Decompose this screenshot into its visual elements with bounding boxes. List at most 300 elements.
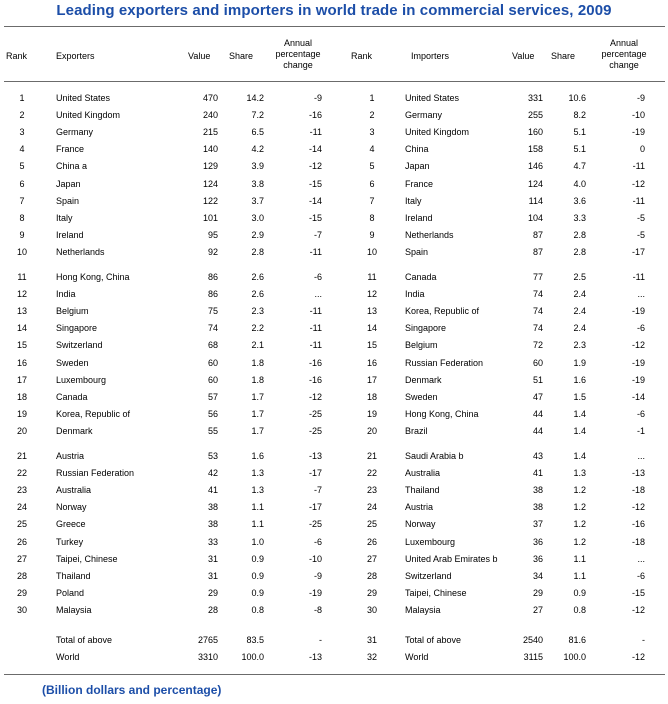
- importer-name: Brazil: [405, 425, 428, 436]
- exporter-rank: 27: [16, 553, 27, 564]
- importer-value: 27: [532, 604, 543, 615]
- importer-value: 38: [532, 485, 543, 496]
- exporter-value: 95: [207, 229, 218, 240]
- exporter-share: 3.7: [251, 195, 264, 206]
- importer-share: 1.4: [573, 451, 586, 461]
- importer-name: Malaysia: [405, 604, 441, 615]
- exporter-share: 1.1: [251, 519, 264, 530]
- exporter-value: 28: [207, 604, 218, 615]
- importer-share: 1.2: [573, 502, 586, 513]
- exporter-name: Korea, Republic of: [56, 408, 131, 419]
- table-row: [0, 465, 668, 481]
- exporter-name: Singapore: [56, 323, 98, 334]
- total-row: [0, 632, 668, 648]
- exporter-rank: 8: [19, 212, 25, 223]
- exporter-rank: 21: [16, 451, 27, 461]
- table-row: [0, 158, 668, 174]
- header-change-line3: change: [609, 60, 639, 70]
- exporter-change: -9: [313, 93, 322, 103]
- importer-name: Russian Federation: [405, 357, 484, 368]
- importer-share: 81.6: [568, 635, 586, 645]
- importer-value: 74: [532, 289, 543, 300]
- exporter-name: World: [56, 652, 80, 663]
- importer-value: 41: [532, 468, 543, 479]
- header-importers: Importers: [411, 51, 450, 61]
- exporter-share: 1.8: [251, 374, 264, 385]
- importer-name: Spain: [405, 246, 429, 257]
- exporter-value: 68: [207, 340, 218, 351]
- exporter-share: 0.9: [251, 587, 264, 598]
- exporter-change: -7: [313, 229, 322, 240]
- importer-rank: 16: [366, 357, 377, 368]
- exporter-share: 3.9: [251, 161, 264, 172]
- importer-change: -6: [636, 323, 645, 334]
- importer-share: 1.2: [573, 485, 586, 496]
- exporter-change: -11: [309, 306, 322, 317]
- exporter-rank: 11: [17, 272, 27, 282]
- exporter-rank: 26: [16, 536, 27, 547]
- exporter-value: 33: [207, 536, 218, 547]
- exporter-share: 1.7: [251, 408, 264, 419]
- exporter-rank: 20: [16, 425, 27, 436]
- importer-share: 2.8: [573, 229, 586, 240]
- exporter-share: 4.2: [251, 144, 264, 155]
- importer-name: Saudi Arabia b: [405, 451, 464, 461]
- importer-name: Austria: [405, 502, 434, 513]
- table-row: [0, 269, 668, 285]
- header-rank-importers: Rank: [351, 51, 373, 61]
- importer-rank: 18: [366, 391, 377, 402]
- exporter-rank: 4: [19, 144, 25, 155]
- importer-name: Switzerland: [405, 570, 452, 581]
- exporter-rank: 17: [16, 374, 27, 385]
- table-row: [0, 551, 668, 567]
- exporter-name: Germany: [56, 127, 94, 138]
- exporter-name: Italy: [56, 212, 73, 223]
- exporter-change: ...: [314, 289, 322, 300]
- exporter-share: 7.2: [251, 110, 264, 121]
- exporter-name: Luxembourg: [56, 374, 107, 385]
- table-row: [0, 193, 668, 209]
- header-share-importers: Share: [551, 51, 576, 61]
- importer-rank: 21: [366, 451, 377, 461]
- importer-rank: 30: [366, 604, 377, 615]
- exporter-value: 60: [207, 357, 218, 368]
- importer-value: 44: [532, 408, 543, 419]
- exporter-value: 92: [207, 246, 218, 257]
- importer-change: -1: [636, 425, 645, 436]
- exporter-change: -14: [308, 195, 322, 206]
- exporter-share: 0.8: [251, 604, 264, 615]
- importer-rank: 15: [366, 340, 377, 351]
- exporter-name: Spain: [56, 195, 80, 206]
- importer-share: 2.4: [573, 289, 586, 300]
- table-row: [0, 90, 668, 106]
- importer-change: -16: [631, 519, 645, 530]
- importer-rank: 11: [367, 272, 377, 282]
- importer-rank: 32: [366, 652, 377, 663]
- importer-rank: 3: [369, 127, 375, 138]
- importer-name: Ireland: [405, 212, 433, 223]
- exporter-change: -12: [308, 391, 322, 402]
- importer-value: 47: [532, 391, 543, 402]
- exporter-change: -25: [308, 519, 322, 530]
- exporter-change: -13: [308, 652, 322, 663]
- exporter-share: 1.6: [251, 451, 264, 461]
- exporter-rank: 14: [16, 323, 27, 334]
- header-value-importers: Value: [512, 51, 535, 61]
- header-rule-top: [4, 26, 665, 27]
- exporter-name: United Kingdom: [56, 110, 121, 121]
- importer-share: 0.9: [573, 587, 586, 598]
- importer-share: 1.2: [573, 519, 586, 530]
- header-rule-bottom: [4, 81, 665, 82]
- importer-share: 4.7: [573, 161, 586, 172]
- table-row: [0, 516, 668, 532]
- importer-share: 4.0: [573, 178, 586, 189]
- exporter-share: 2.8: [251, 246, 264, 257]
- exporter-value: 86: [207, 272, 218, 282]
- table-row: [0, 337, 668, 353]
- exporter-rank: 23: [16, 485, 27, 496]
- exporter-name: Netherlands: [56, 246, 105, 257]
- exporter-name: France: [56, 144, 85, 155]
- table-row: [0, 602, 668, 618]
- importer-change: -11: [632, 272, 645, 282]
- exporter-change: -9: [313, 570, 322, 581]
- exporter-change: -11: [309, 323, 322, 334]
- exporter-value: 31: [207, 570, 218, 581]
- exporter-share: 6.5: [251, 127, 264, 138]
- exporter-value: 124: [202, 178, 218, 189]
- importer-change: -18: [631, 485, 645, 496]
- exporter-share: 1.1: [251, 502, 264, 513]
- exporter-value: 55: [207, 425, 218, 436]
- importer-name: Total of above: [405, 635, 462, 645]
- exporter-value: 75: [207, 306, 218, 317]
- importer-name: Luxembourg: [405, 536, 456, 547]
- exporter-name: Denmark: [56, 425, 93, 436]
- exporter-name: Thailand: [56, 570, 91, 581]
- exporter-value: 215: [202, 127, 218, 138]
- importer-change: -11: [632, 161, 645, 172]
- importer-rank: 6: [369, 178, 375, 189]
- importer-rank: 2: [369, 110, 375, 121]
- importer-name: Sweden: [405, 391, 438, 402]
- importer-value: 43: [532, 451, 543, 461]
- table-row: [0, 406, 668, 422]
- exporter-name: Belgium: [56, 306, 89, 317]
- exporter-share: 2.2: [251, 323, 264, 334]
- exporter-rank: 16: [16, 357, 27, 368]
- table-row: [0, 320, 668, 336]
- importer-value: 44: [532, 425, 543, 436]
- importer-change: -10: [631, 110, 645, 121]
- importer-change: -19: [631, 374, 645, 385]
- importer-change: -6: [636, 570, 645, 581]
- exporter-share: 0.9: [251, 570, 264, 581]
- exporter-value: 129: [202, 161, 218, 172]
- importer-rank: 31: [366, 635, 377, 645]
- importer-rank: 7: [369, 195, 375, 206]
- importer-change: -12: [631, 340, 645, 351]
- exporter-rank: 25: [16, 519, 27, 530]
- exporter-name: Taipei, Chinese: [56, 553, 118, 564]
- exporter-rank: 28: [16, 570, 27, 581]
- importer-name: China: [405, 144, 429, 155]
- importer-name: Australia: [405, 468, 441, 479]
- importer-share: 1.1: [573, 570, 586, 581]
- exporter-change: -6: [313, 272, 322, 282]
- importer-share: 2.8: [573, 246, 586, 257]
- exporter-change: -17: [308, 468, 322, 479]
- table-row: [0, 372, 668, 388]
- importer-rank: 17: [366, 374, 377, 385]
- exporter-rank: 18: [16, 391, 27, 402]
- header-value-exporters: Value: [188, 51, 211, 61]
- header-change-importers: [594, 38, 654, 71]
- exporter-change: -11: [309, 340, 322, 351]
- importer-change: ...: [637, 289, 645, 300]
- header-change-line1: Annual: [283, 38, 313, 48]
- importer-value: 38: [532, 502, 543, 513]
- exporter-name: Austria: [56, 451, 85, 461]
- importer-name: United Arab Emirates b: [405, 553, 498, 564]
- importer-rank: 29: [366, 587, 377, 598]
- importer-rank: 1: [369, 93, 375, 103]
- importer-change: -12: [631, 178, 645, 189]
- importer-share: 0.8: [573, 604, 586, 615]
- exporter-name: Switzerland: [56, 340, 103, 351]
- importer-share: 10.6: [568, 93, 586, 103]
- importer-share: 2.5: [573, 272, 586, 282]
- table-row: [0, 303, 668, 319]
- exporter-value: 41: [207, 485, 218, 496]
- importer-share: 2.4: [573, 323, 586, 334]
- importer-change: -19: [631, 127, 645, 138]
- exporter-rank: 15: [16, 340, 27, 351]
- exporter-name: Russian Federation: [56, 468, 135, 479]
- exporter-share: 1.7: [251, 425, 264, 436]
- exporter-name: Norway: [56, 502, 87, 513]
- importer-change: -11: [632, 195, 645, 206]
- importer-share: 100.0: [563, 652, 586, 663]
- importer-rank: 25: [366, 519, 377, 530]
- importer-change: -: [642, 635, 645, 645]
- exporter-value: 29: [207, 587, 218, 598]
- importer-value: 124: [527, 178, 543, 189]
- exporter-change: -11: [309, 127, 322, 138]
- exporter-change: -16: [308, 374, 322, 385]
- exporter-change: -14: [308, 144, 322, 155]
- header-change-line1: Annual: [609, 38, 639, 48]
- table-row: [0, 568, 668, 584]
- exporter-rank: 6: [19, 178, 25, 189]
- importer-name: World: [405, 652, 429, 663]
- exporter-rank: 22: [16, 468, 27, 479]
- importer-name: Germany: [405, 110, 443, 121]
- table-rule-bottom: [4, 674, 665, 675]
- importer-change: -15: [631, 587, 645, 598]
- importer-share: 1.9: [573, 357, 586, 368]
- exporter-value: 56: [207, 408, 218, 419]
- exporter-share: 1.3: [251, 485, 264, 496]
- exporter-share: 2.1: [251, 340, 264, 351]
- exporter-change: -11: [309, 246, 322, 257]
- importer-share: 2.4: [573, 306, 586, 317]
- importer-change: -12: [631, 604, 645, 615]
- exporter-rank: 2: [19, 110, 25, 121]
- exporter-rank: 13: [16, 306, 27, 317]
- exporter-value: 2765: [197, 635, 218, 645]
- importer-name: Belgium: [405, 340, 438, 351]
- exporter-value: 38: [207, 519, 218, 530]
- page-title: Leading exporters and importers in world trade in commercial services, 2009: [56, 2, 612, 19]
- exporter-change: -6: [313, 536, 322, 547]
- exporter-share: 3.8: [251, 178, 264, 189]
- importer-share: 3.6: [573, 195, 586, 206]
- importer-value: 72: [532, 340, 543, 351]
- table-row: [0, 499, 668, 515]
- importer-value: 87: [532, 246, 543, 257]
- importer-share: 1.3: [573, 468, 586, 479]
- importer-value: 36: [532, 536, 543, 547]
- footnote-units: (Billion dollars and percentage): [42, 683, 222, 697]
- exporter-share: 100.0: [241, 652, 264, 663]
- importer-value: 77: [532, 272, 543, 282]
- importer-value: 34: [532, 570, 543, 581]
- importer-value: 37: [532, 519, 543, 530]
- exporter-name: Ireland: [56, 229, 84, 240]
- importer-name: Canada: [405, 272, 437, 282]
- header-share-exporters: Share: [229, 51, 254, 61]
- exporter-share: 0.9: [251, 553, 264, 564]
- exporter-change: -15: [308, 178, 322, 189]
- importer-rank: 12: [366, 289, 377, 300]
- exporter-rank: 24: [16, 502, 27, 513]
- exporter-change: -12: [308, 161, 322, 172]
- exporter-change: -: [319, 635, 322, 645]
- table-row: [0, 227, 668, 243]
- exporter-rank: 1: [19, 93, 25, 103]
- exporter-rank: 10: [16, 246, 27, 257]
- exporter-rank: 30: [16, 604, 27, 615]
- exporter-rank: 12: [16, 289, 27, 300]
- exporter-rank: 7: [19, 195, 25, 206]
- exporter-share: 83.5: [246, 635, 264, 645]
- header-exporters: Exporters: [56, 51, 95, 61]
- importer-rank: 14: [366, 323, 377, 334]
- table-row: [0, 448, 668, 464]
- exporter-change: -25: [308, 425, 322, 436]
- exporter-name: Hong Kong, China: [56, 272, 130, 282]
- importer-name: Denmark: [405, 374, 442, 385]
- header-rank-exporters: Rank: [6, 51, 28, 61]
- importer-name: Korea, Republic of: [405, 306, 480, 317]
- importer-change: ...: [637, 451, 645, 461]
- exporter-value: 240: [202, 110, 218, 121]
- exporter-change: -15: [308, 212, 322, 223]
- exporter-rank: 29: [16, 587, 27, 598]
- table-row: [0, 423, 668, 439]
- exporter-value: 122: [202, 195, 218, 206]
- importer-change: -9: [636, 93, 645, 103]
- exporter-share: 2.3: [251, 306, 264, 317]
- importer-rank: 23: [366, 485, 377, 496]
- importer-share: 1.6: [573, 374, 586, 385]
- importer-value: 36: [532, 553, 543, 564]
- exporter-value: 3310: [197, 652, 218, 663]
- importer-name: India: [405, 289, 425, 300]
- exporter-value: 38: [207, 502, 218, 513]
- exporter-value: 42: [207, 468, 218, 479]
- exporter-name: Japan: [56, 178, 81, 189]
- exporter-name: Sweden: [56, 357, 89, 368]
- importer-change: -12: [631, 652, 645, 663]
- header-change-line2: percentage: [601, 49, 647, 59]
- importer-name: Norway: [405, 519, 436, 530]
- importer-share: 1.4: [573, 408, 586, 419]
- exporter-value: 101: [202, 212, 218, 223]
- exporter-name: Malaysia: [56, 604, 92, 615]
- header-change-line2: percentage: [275, 49, 321, 59]
- importer-value: 146: [527, 161, 543, 172]
- importer-rank: 4: [369, 144, 375, 155]
- table-row: [0, 141, 668, 157]
- importer-name: Japan: [405, 161, 430, 172]
- importer-value: 3115: [523, 652, 543, 663]
- importer-change: -18: [631, 536, 645, 547]
- importer-rank: 13: [366, 306, 377, 317]
- importer-share: 1.2: [573, 536, 586, 547]
- importer-value: 74: [532, 323, 543, 334]
- exporter-name: Total of above: [56, 635, 113, 645]
- importer-rank: 10: [366, 246, 377, 257]
- exporter-share: 1.7: [251, 391, 264, 402]
- importer-value: 160: [527, 127, 543, 138]
- table-row: [0, 176, 668, 192]
- importer-rank: 9: [369, 229, 375, 240]
- header-change-exporters: [268, 38, 328, 71]
- exporter-share: 2.6: [251, 272, 264, 282]
- exporter-value: 60: [207, 374, 218, 385]
- exporter-share: 1.8: [251, 357, 264, 368]
- table-row: [0, 244, 668, 260]
- table-row: [0, 210, 668, 226]
- exporter-change: -19: [308, 587, 322, 598]
- exporter-name: Canada: [56, 391, 88, 402]
- importer-value: 87: [532, 229, 543, 240]
- table-row: [0, 389, 668, 405]
- importer-change: -5: [636, 229, 645, 240]
- importer-name: France: [405, 178, 434, 189]
- importer-name: Taipei, Chinese: [405, 587, 467, 598]
- table-row: [0, 534, 668, 550]
- exporter-share: 1.0: [251, 536, 264, 547]
- importer-rank: 28: [366, 570, 377, 581]
- importer-change: -6: [636, 408, 645, 419]
- table-row: [0, 355, 668, 371]
- importer-name: Netherlands: [405, 229, 454, 240]
- exporter-name: United States: [56, 93, 111, 103]
- exporter-change: -17: [308, 502, 322, 513]
- exporter-value: 53: [207, 451, 218, 461]
- importer-value: 2540: [522, 635, 543, 645]
- importer-rank: 20: [366, 425, 377, 436]
- importer-name: Hong Kong, China: [405, 408, 479, 419]
- importer-share: 3.3: [573, 212, 586, 223]
- importer-name: Singapore: [405, 323, 447, 334]
